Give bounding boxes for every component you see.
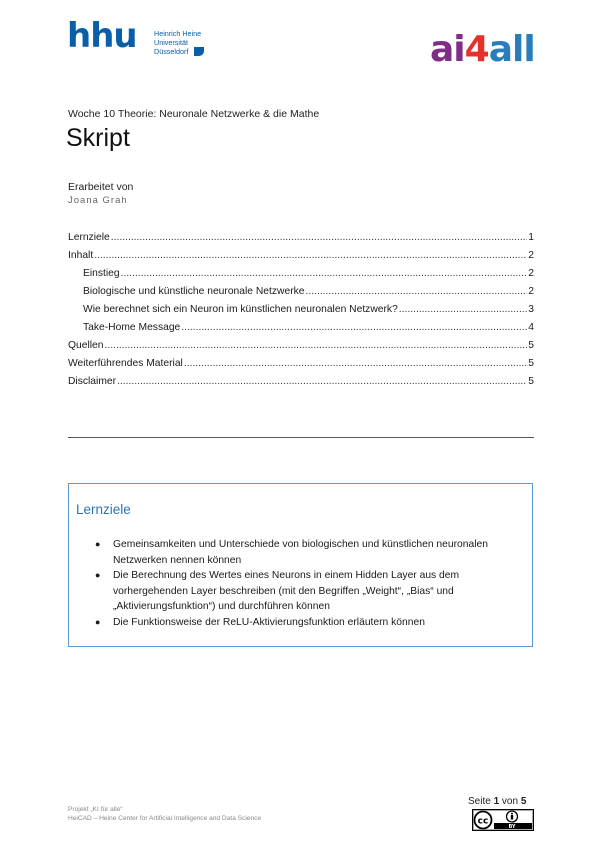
page-mid: von — [499, 796, 521, 807]
toc-label: Einstieg — [83, 268, 120, 279]
ai4all-logo — [430, 28, 535, 72]
toc-page: 4 — [528, 322, 534, 333]
toc-label: Wie berechnet sich ein Neuron im künstlichen neuronalen Netzwerk? — [83, 304, 398, 315]
toc-entry-inhalt[interactable] — [68, 250, 534, 268]
toc-leader — [121, 268, 528, 279]
page-current: 1 — [493, 796, 500, 807]
toc-label: Disclaimer — [68, 376, 117, 387]
section-divider — [68, 437, 534, 438]
objective-text: Die Berechnung des Wertes eines Neurons in einem Hidden Layer aus dem vorhergehenden Layer beschreiben (mit den Begriffen „Weight“, „Bias“ und „Aktivierungsfunktion“) und durchführen können — [113, 570, 460, 612]
objectives-list — [95, 537, 515, 630]
toc-label: Quellen — [68, 340, 104, 351]
cc-text: cc — [477, 816, 489, 827]
toc-entry-neuron-berechnung[interactable] — [68, 304, 534, 322]
ai4all-logo-part: ai — [430, 29, 465, 70]
toc-entry-lernziele[interactable] — [68, 232, 534, 250]
week-line: Woche 10 Theorie: Neuronale Netzwerke & die Mathe — [68, 108, 320, 120]
toc-leader — [94, 250, 527, 261]
toc-entry-take-home[interactable] — [68, 322, 534, 340]
toc-entry-disclaimer[interactable] — [68, 376, 534, 394]
toc-entry-biologische-netzwerke[interactable] — [68, 286, 534, 304]
toc-leader — [117, 376, 527, 387]
list-item — [95, 537, 515, 568]
footer-center: HeiCAD – Heine Center for Artificial Intelligence and Data Science — [68, 815, 262, 822]
list-item — [95, 615, 515, 631]
toc-leader — [399, 304, 527, 315]
by-text: BY — [508, 825, 516, 831]
bullet-icon: ● — [95, 539, 101, 549]
toc-leader — [184, 358, 527, 369]
ai4all-logo-part: 4 — [464, 29, 489, 70]
cc-by-license-icon — [472, 809, 534, 831]
ai4all-logo-part: all — [488, 29, 535, 70]
toc-entry-weiterfuehrendes[interactable] — [68, 358, 534, 376]
toc-leader — [181, 322, 527, 333]
bullet-icon: ● — [95, 570, 101, 580]
prepared-by-label: Erarbeitet von — [68, 181, 134, 193]
hhu-logo: hhu — [67, 16, 137, 56]
toc-label: Take-Home Message — [83, 322, 181, 333]
toc-leader — [306, 286, 528, 297]
page-total: 5 — [520, 796, 527, 807]
toc-page: 2 — [528, 286, 534, 297]
toc-page: 1 — [528, 232, 534, 243]
list-item — [95, 568, 515, 615]
toc-entry-quellen[interactable] — [68, 340, 534, 358]
toc-label: Weiterführendes Material — [68, 358, 183, 369]
toc-page: 5 — [528, 340, 534, 351]
objective-text: Die Funktionsweise der ReLU-Aktivierungsfunktion erläutern können — [113, 616, 425, 628]
hhu-sub-line: Düsseldorf — [154, 47, 189, 56]
toc-page: 3 — [528, 304, 534, 315]
hhu-logo-subtitle — [154, 29, 201, 56]
toc-leader — [111, 232, 527, 243]
toc-page: 5 — [528, 358, 534, 369]
toc-label: Lernziele — [68, 232, 110, 243]
toc-label: Biologische und künstliche neuronale Netzwerke — [83, 286, 305, 297]
objective-text: Gemeinsamkeiten und Unterschiede von biologischen und künstlichen neuronalen Netzwerken nennen können — [113, 539, 488, 566]
hhu-sub-line: Universität — [154, 38, 188, 47]
objectives-heading: Lernziele — [76, 502, 131, 517]
toc-entry-einstieg[interactable] — [68, 268, 534, 286]
toc-label: Inhalt — [68, 250, 94, 261]
author-name: Joana Grah — [68, 195, 128, 206]
toc-page: 2 — [528, 250, 534, 261]
page-number — [468, 796, 526, 807]
footer-project: Projekt „KI für alle“ — [68, 806, 123, 813]
hhu-sub-line: Heinrich Heine — [154, 29, 202, 38]
document-title: Skript — [66, 124, 130, 152]
bullet-icon: ● — [95, 616, 101, 627]
toc-page: 5 — [528, 376, 534, 387]
toc-page: 2 — [528, 268, 534, 279]
page-prefix: Seite — [468, 796, 494, 807]
toc-leader — [105, 340, 528, 351]
table-of-contents — [68, 232, 534, 394]
